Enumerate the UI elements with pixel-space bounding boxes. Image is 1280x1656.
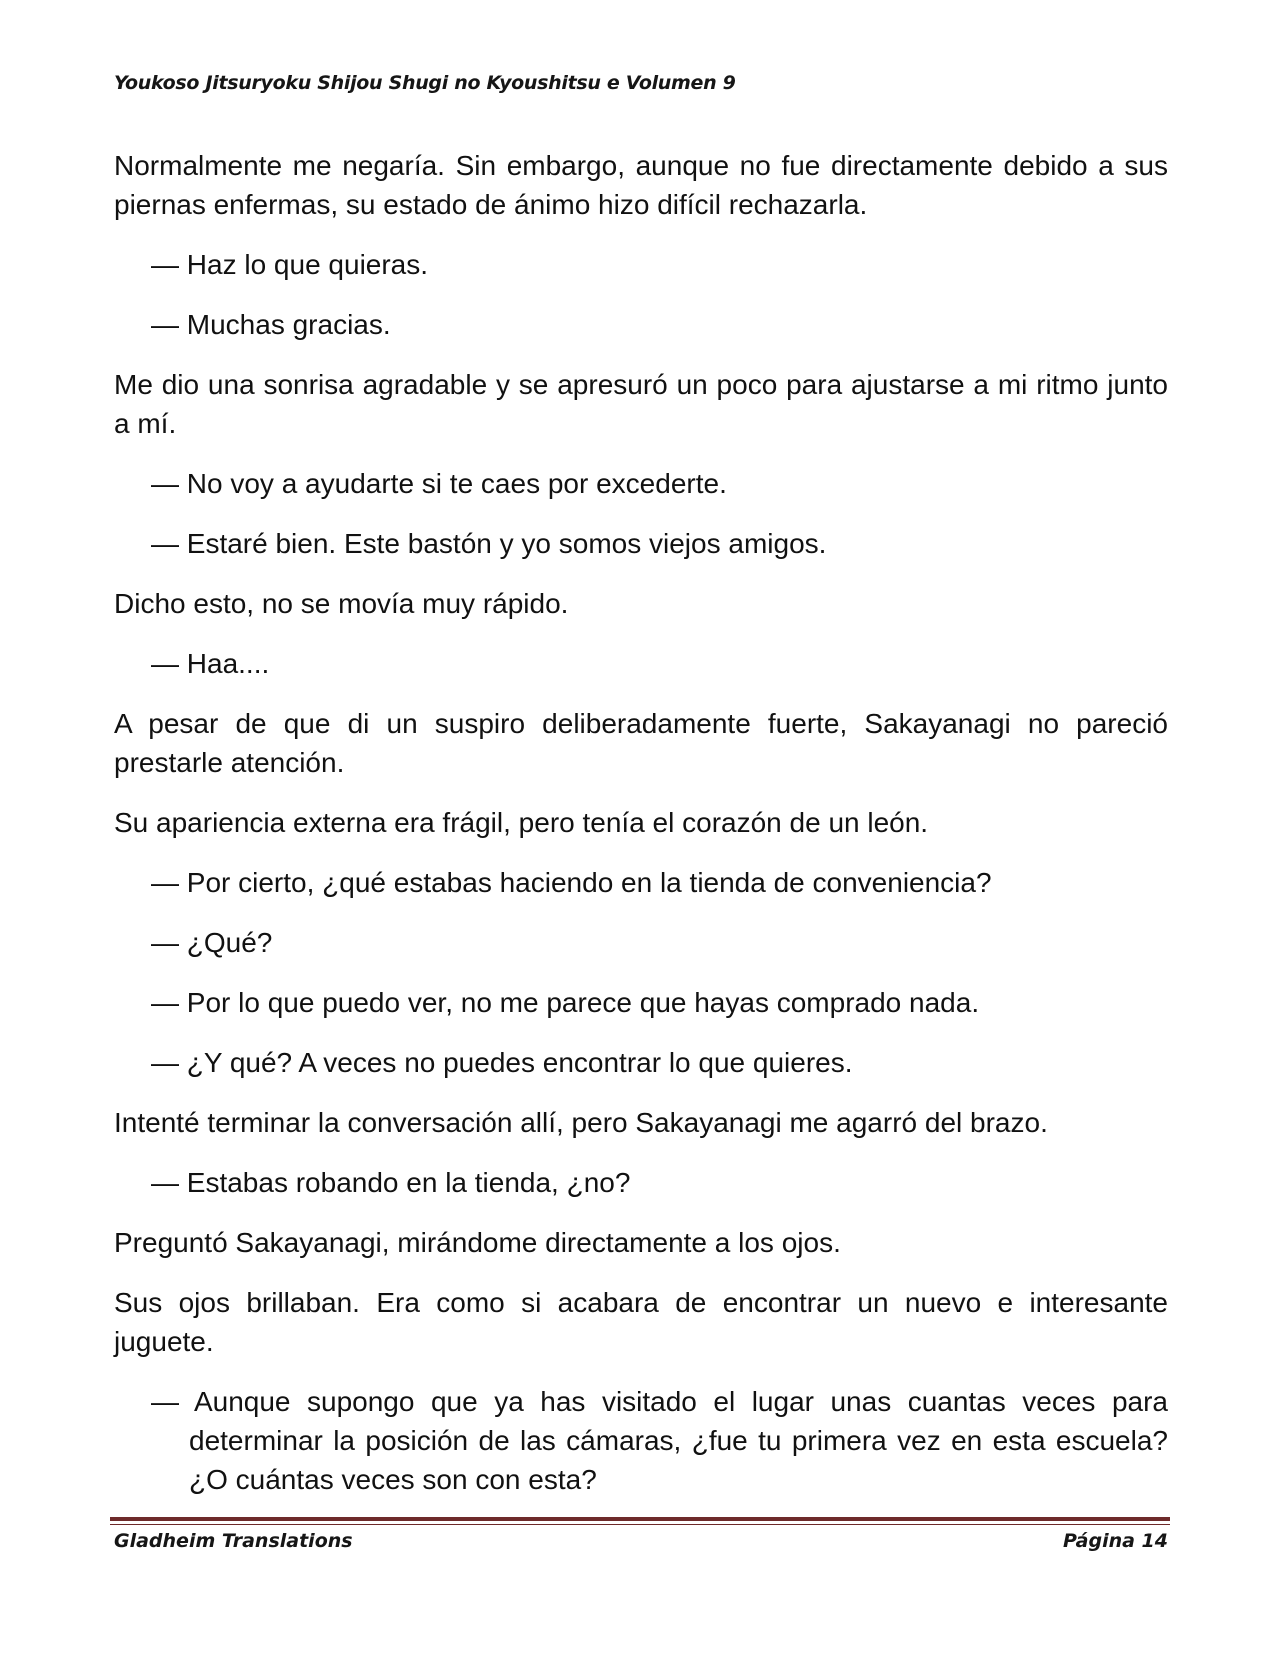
running-header: Youkoso Jitsuryoku Shijou Shugi no Kyoushitsu e Volumen 9 xyxy=(114,72,736,94)
dialogue-line: — Haz lo que quieras. xyxy=(151,249,429,280)
dialogue-line: — Por cierto, ¿qué estabas haciendo en la tienda de conveniencia? xyxy=(151,867,992,898)
dialogue-line: — Estabas robando en la tienda, ¿no? xyxy=(151,1167,631,1198)
page-body xyxy=(114,146,1168,1520)
paragraph: Dicho esto, no se movía muy rápido. xyxy=(114,588,569,619)
page-number: Página 14 xyxy=(1062,1530,1168,1552)
paragraph: A pesar de que di un suspiro deliberadamente fuerte, Sakayanagi no pareció prestarle atención. xyxy=(114,708,1168,778)
dialogue-line: — Haa.... xyxy=(151,648,270,679)
footer-divider xyxy=(110,1517,1170,1525)
paragraph: Sus ojos brillaban. Era como si acabara de encontrar un nuevo e interesante juguete. xyxy=(114,1287,1168,1357)
dialogue-line: — No voy a ayudarte si te caes por excederte. xyxy=(151,468,727,499)
dialogue-line: — Aunque supongo que ya has visitado el lugar unas cuantas veces para determinar la posición de las cámaras, ¿fue tu primera vez en esta escuela? ¿O cuántas veces son con esta? xyxy=(151,1386,1168,1495)
paragraph: Me dio una sonrisa agradable y se apresuró un poco para ajustarse a mi ritmo junto a mí. xyxy=(114,369,1168,439)
dialogue-line: — ¿Y qué? A veces no puedes encontrar lo que quieres. xyxy=(151,1047,853,1078)
paragraph: Preguntó Sakayanagi, mirándome directamente a los ojos. xyxy=(114,1227,841,1258)
paragraph: Normalmente me negaría. Sin embargo, aunque no fue directamente debido a sus piernas enfermas, su estado de ánimo hizo difícil rechazarla. xyxy=(114,150,1168,220)
footer-credit: Gladheim Translations xyxy=(114,1530,353,1552)
paragraph: Su apariencia externa era frágil, pero tenía el corazón de un león. xyxy=(114,807,929,838)
dialogue-line: — Estaré bien. Este bastón y yo somos viejos amigos. xyxy=(151,528,827,559)
dialogue-line: — ¿Qué? xyxy=(151,927,273,958)
dialogue-line: — Muchas gracias. xyxy=(151,309,391,340)
paragraph: Intenté terminar la conversación allí, pero Sakayanagi me agarró del brazo. xyxy=(114,1107,1048,1138)
dialogue-line: — Por lo que puedo ver, no me parece que hayas comprado nada. xyxy=(151,987,980,1018)
